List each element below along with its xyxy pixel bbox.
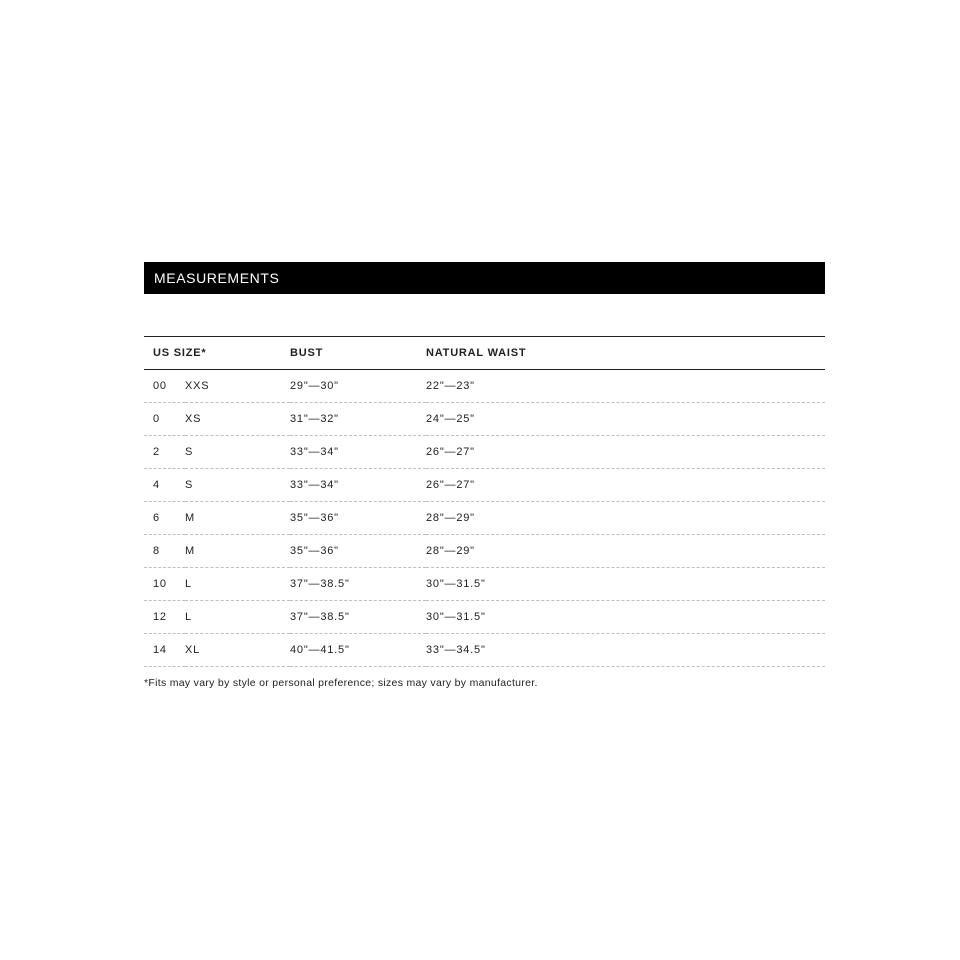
column-header-bust: BUST (290, 337, 426, 370)
table-header-row (144, 337, 825, 370)
size-number-cell: 12 (144, 601, 185, 634)
waist-cell: 30"—31.5" (426, 601, 825, 634)
size-chart-table (144, 336, 825, 667)
size-number-cell: 0 (144, 403, 185, 436)
table-row (144, 370, 825, 403)
measurements-header-bar (144, 262, 825, 294)
table-row (144, 436, 825, 469)
size-number-cell: 2 (144, 436, 185, 469)
size-letter-cell: XXS (185, 370, 290, 403)
waist-cell: 26"—27" (426, 469, 825, 502)
size-number-cell: 14 (144, 634, 185, 667)
column-header-natural-waist: NATURAL WAIST (426, 337, 825, 370)
bust-cell: 37"—38.5" (290, 601, 426, 634)
bust-cell: 35"—36" (290, 502, 426, 535)
waist-cell: 30"—31.5" (426, 568, 825, 601)
bust-cell: 40"—41.5" (290, 634, 426, 667)
waist-cell: 22"—23" (426, 370, 825, 403)
bust-cell: 29"—30" (290, 370, 426, 403)
table-row (144, 601, 825, 634)
size-number-cell: 4 (144, 469, 185, 502)
table-row (144, 403, 825, 436)
sizing-footnote: *Fits may vary by style or personal preference; sizes may vary by manufacturer. (144, 677, 538, 689)
bust-cell: 31"—32" (290, 403, 426, 436)
measurements-title: MEASUREMENTS (154, 270, 280, 286)
waist-cell: 33"—34.5" (426, 634, 825, 667)
size-number-cell: 8 (144, 535, 185, 568)
table-row (144, 502, 825, 535)
bust-cell: 37"—38.5" (290, 568, 426, 601)
waist-cell: 28"—29" (426, 502, 825, 535)
table-row (144, 535, 825, 568)
size-letter-cell: S (185, 436, 290, 469)
measurements-sheet (144, 262, 825, 689)
bust-cell: 33"—34" (290, 436, 426, 469)
column-header-us-size: US SIZE* (144, 337, 290, 370)
size-chart-body (144, 370, 825, 667)
waist-cell: 26"—27" (426, 436, 825, 469)
size-letter-cell: M (185, 502, 290, 535)
size-number-cell: 10 (144, 568, 185, 601)
table-row (144, 469, 825, 502)
size-number-cell: 6 (144, 502, 185, 535)
waist-cell: 24"—25" (426, 403, 825, 436)
size-letter-cell: S (185, 469, 290, 502)
size-letter-cell: XL (185, 634, 290, 667)
table-row (144, 634, 825, 667)
waist-cell: 28"—29" (426, 535, 825, 568)
bust-cell: 35"—36" (290, 535, 426, 568)
size-letter-cell: XS (185, 403, 290, 436)
size-letter-cell: L (185, 601, 290, 634)
size-number-cell: 00 (144, 370, 185, 403)
size-letter-cell: M (185, 535, 290, 568)
table-row (144, 568, 825, 601)
size-letter-cell: L (185, 568, 290, 601)
bust-cell: 33"—34" (290, 469, 426, 502)
